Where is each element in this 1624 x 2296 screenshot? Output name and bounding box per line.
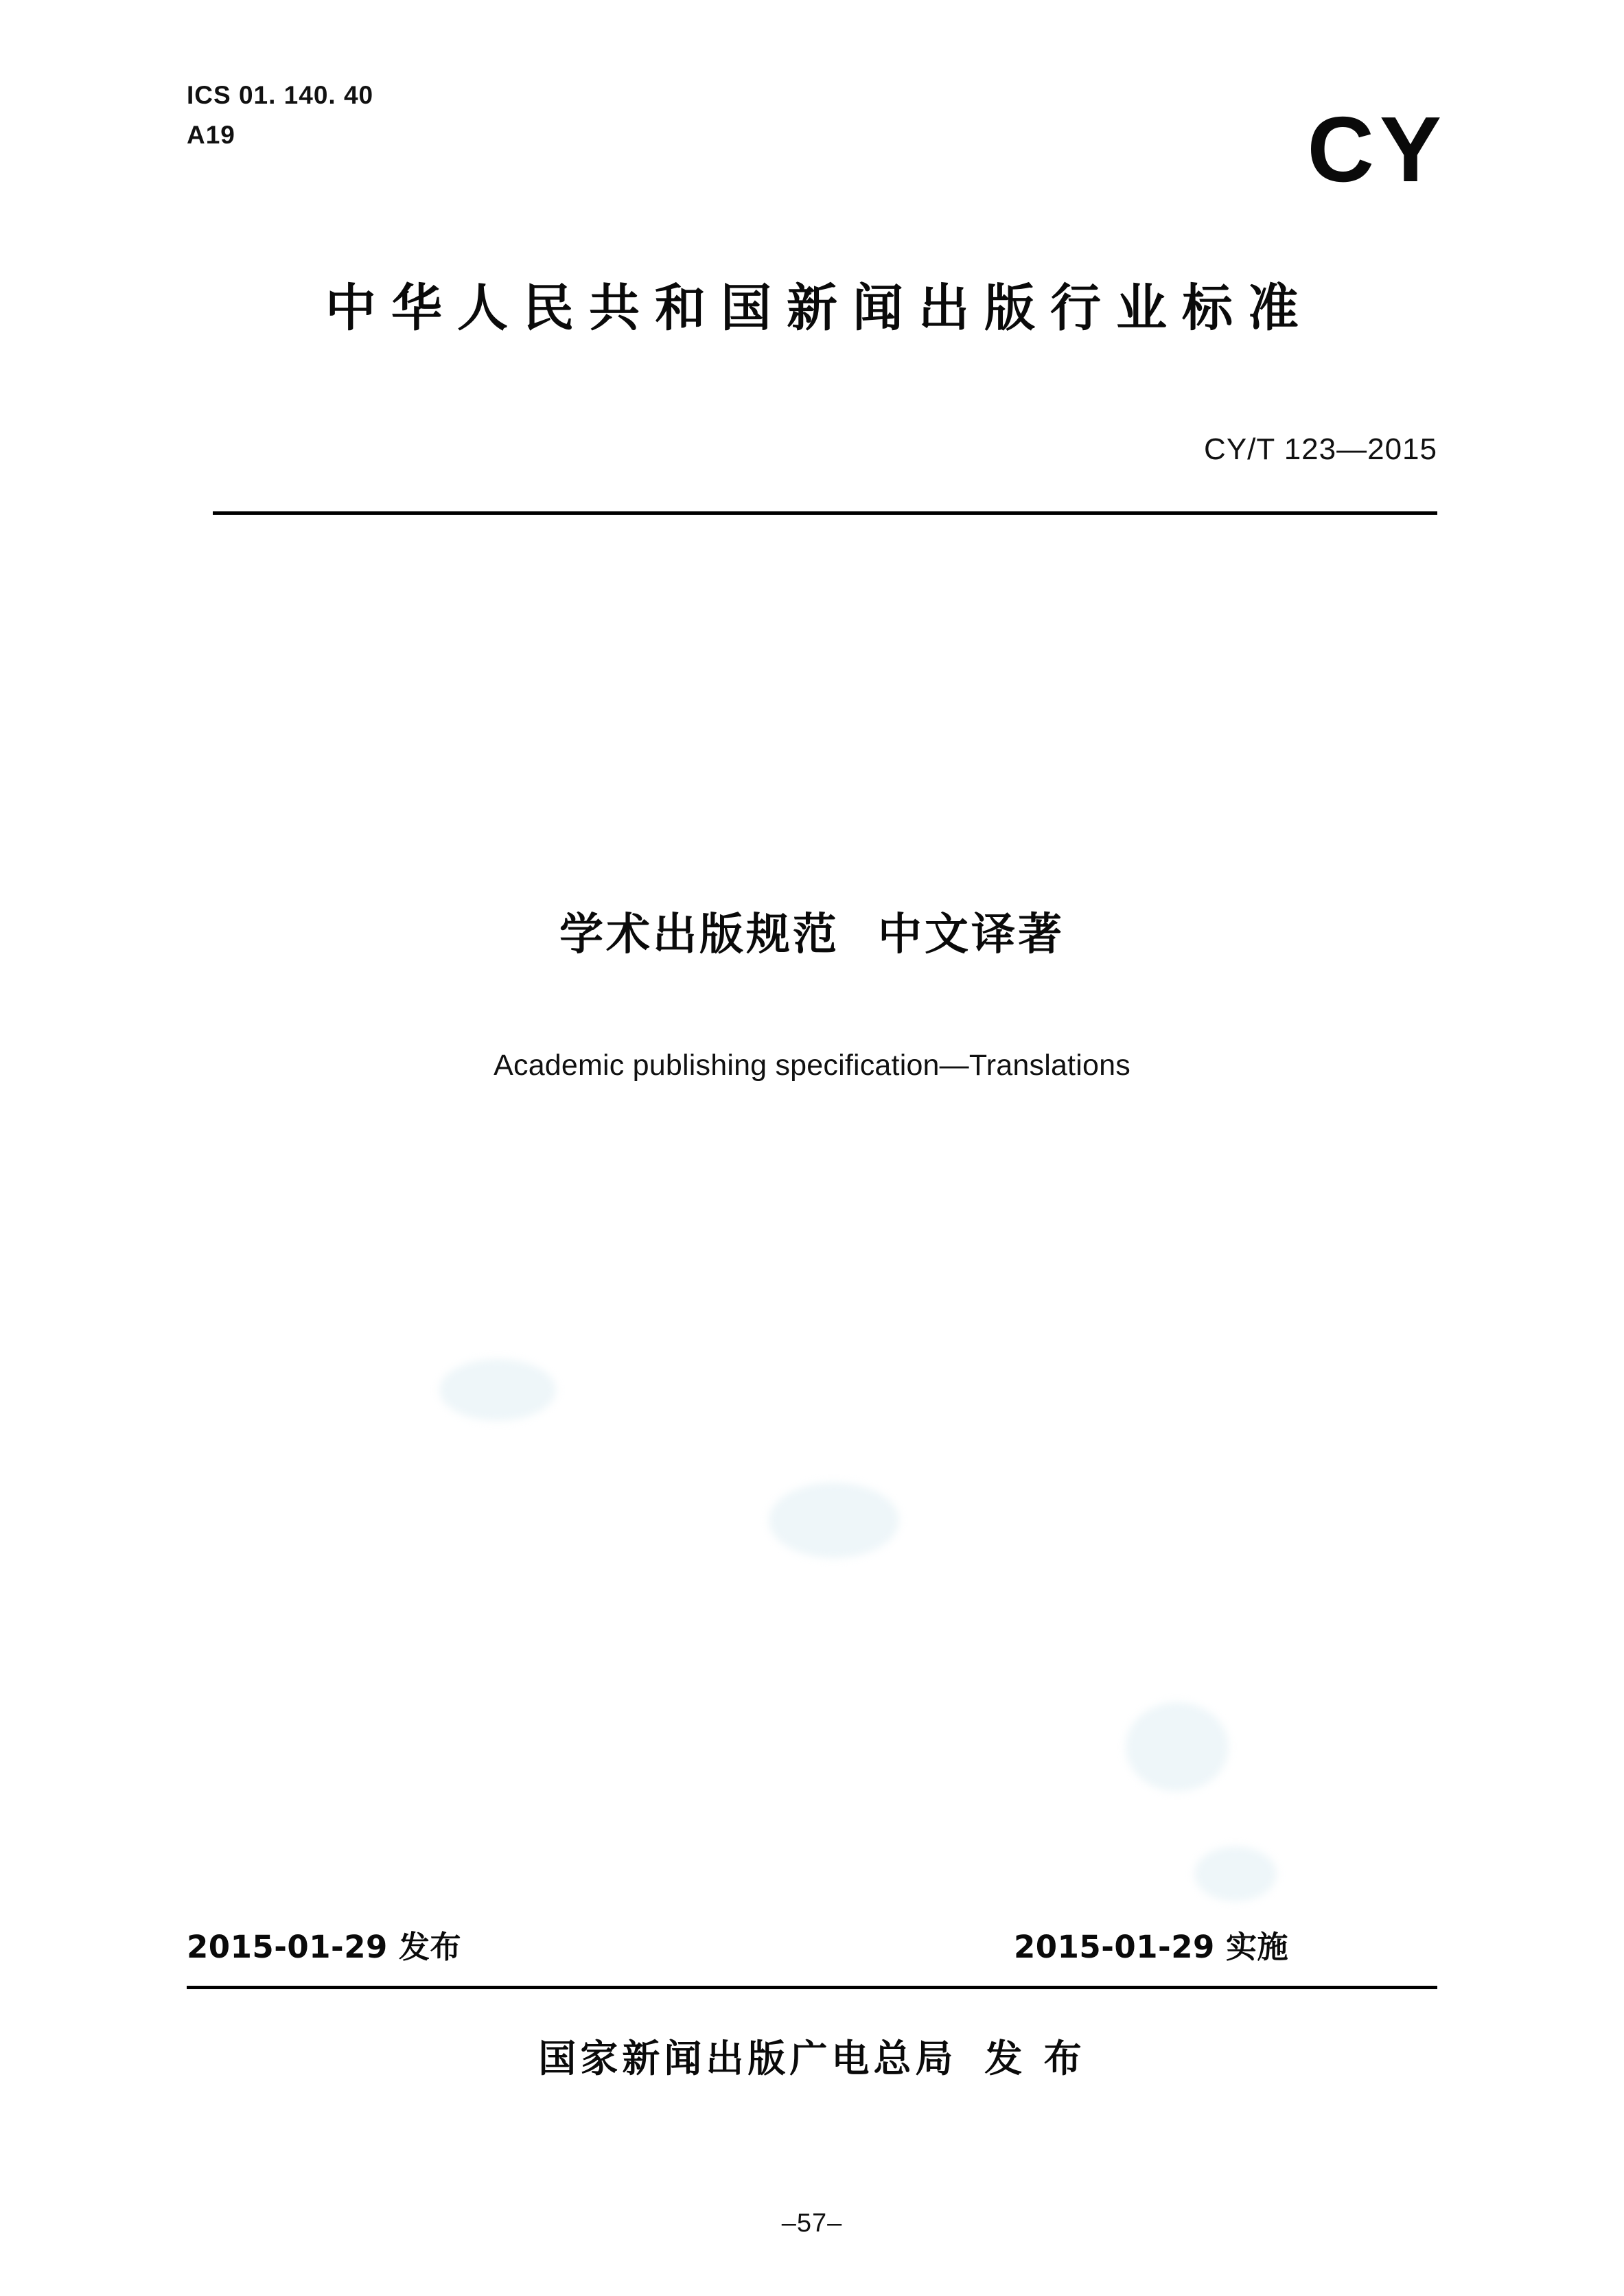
scan-artifact [1194, 1846, 1277, 1901]
scan-artifact [769, 1483, 899, 1558]
cy-logo: CY [1307, 97, 1447, 201]
document-title-main: 学术出版规范 [559, 909, 839, 960]
date-row [187, 1922, 1437, 1963]
ics-block [187, 77, 373, 153]
ics-code: ICS 01. 140. 40 [187, 81, 374, 109]
issue-date: 2015-01-29 发布 [187, 1929, 462, 1965]
publisher-line [0, 2028, 1624, 2083]
document-title-sub: 中文译著 [878, 909, 1065, 960]
document-title [0, 899, 1624, 962]
implementation-date: 2015-01-29 实施 [1014, 1929, 1289, 1965]
standard-body-title: 中华人民共和国新闻出版行业标准 [325, 279, 1314, 338]
footer-divider [187, 1986, 1437, 1989]
header-divider [213, 511, 1437, 515]
document-subtitle-en: Academic publishing specification—Translations [494, 1049, 1130, 1082]
page-number: –57– [781, 2209, 843, 2238]
classification-code: A19 [187, 120, 235, 149]
standard-number: CY/T 123—2015 [1204, 432, 1437, 466]
publisher-name: 国家新闻出版广电总局 [538, 2036, 958, 2080]
publisher-action: 发 布 [984, 2036, 1086, 2080]
scan-artifact [1126, 1702, 1229, 1791]
scan-artifact [439, 1359, 556, 1421]
